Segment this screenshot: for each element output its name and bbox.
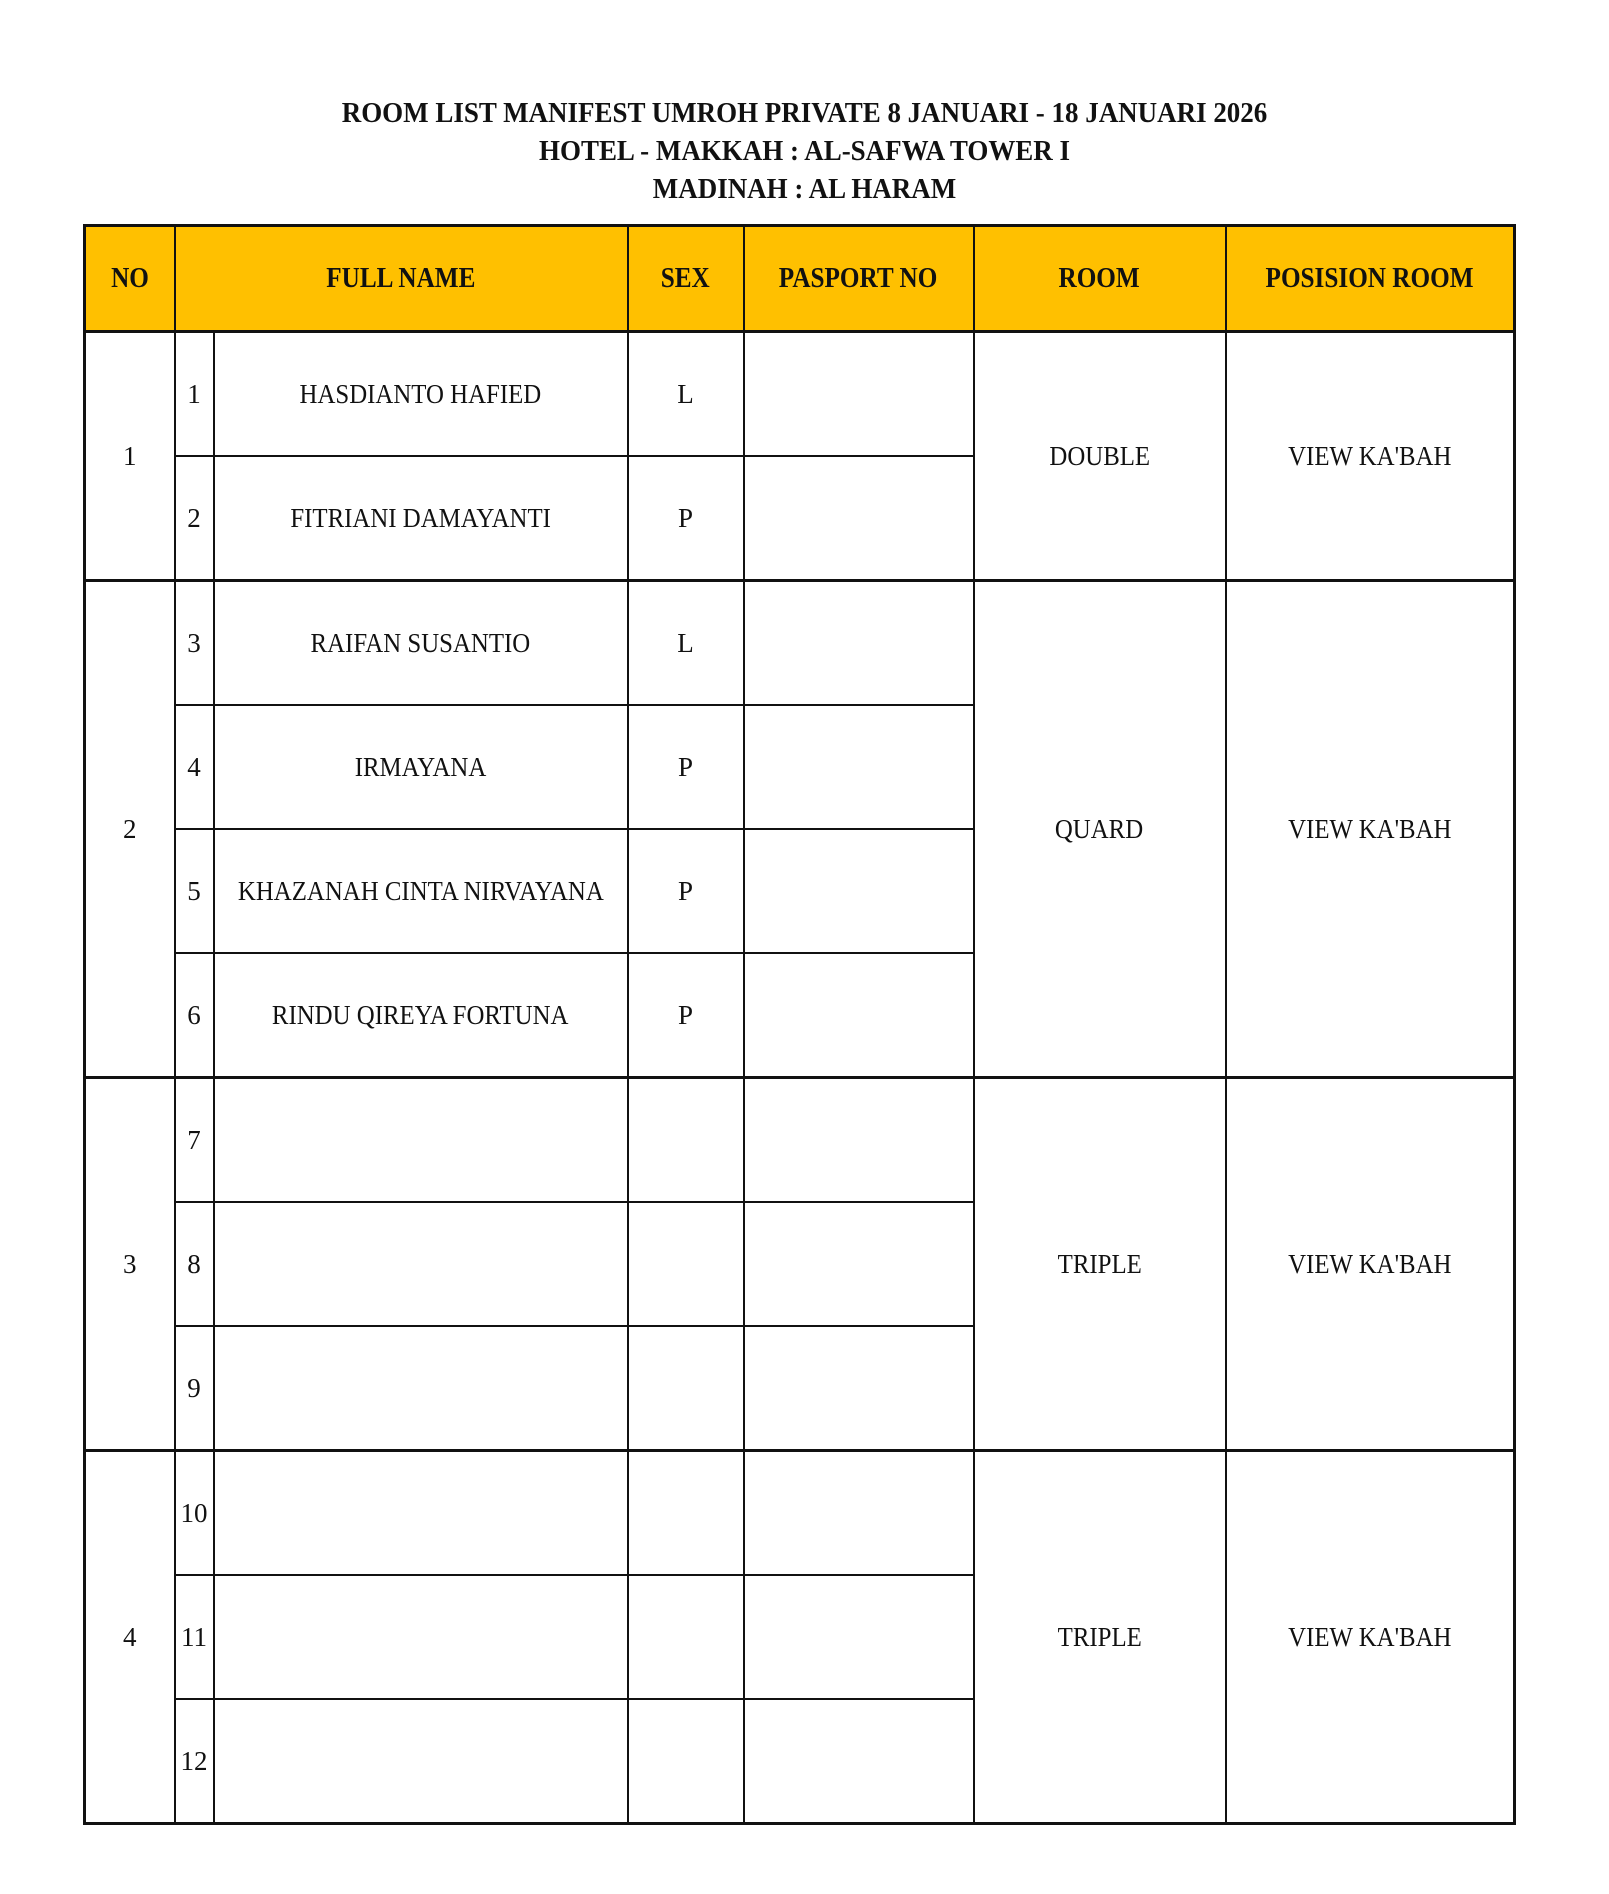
table-row [85,1078,1515,1203]
room-group-number: 3 [85,1078,175,1451]
room-group-number: 1 [85,332,175,581]
pilgrim-sex[interactable]: P [628,953,744,1078]
pilgrim-pasport-no[interactable] [744,1078,974,1203]
pilgrim-number: 4 [175,705,214,829]
pilgrim-sex[interactable] [628,1202,744,1326]
pilgrim-pasport-no[interactable] [744,456,974,581]
pilgrim-sex[interactable] [628,1326,744,1451]
pilgrim-name-cell[interactable] [214,1078,628,1203]
header-sex: SEX [628,226,744,332]
table-body [85,332,1515,1824]
pilgrim-number: 12 [175,1699,214,1824]
room-position: VIEW KA'BAH [1226,1078,1515,1451]
pilgrim-pasport-no[interactable] [744,1451,974,1576]
pilgrim-sex[interactable] [628,1078,744,1203]
header-full-name: FULL NAME [175,226,628,332]
pilgrim-sex[interactable]: P [628,829,744,953]
pilgrim-name-cell[interactable] [214,1575,628,1699]
pilgrim-pasport-no[interactable] [744,953,974,1078]
pilgrim-sex[interactable]: P [628,456,744,581]
table-row [85,581,1515,706]
pilgrim-name-cell[interactable] [214,1699,628,1824]
title-line-hotel-makkah: HOTEL - MAKKAH : AL-SAFWA TOWER I [538,135,1071,167]
pilgrim-name: KHAZANAH CINTA NIRVAYANA [237,875,604,906]
room-type: TRIPLE [974,1451,1226,1824]
header-row [85,226,1515,332]
header-room: ROOM [974,226,1226,332]
room-position: VIEW KA'BAH [1226,581,1515,1078]
table-row [85,1451,1515,1576]
pilgrim-number: 10 [175,1451,214,1576]
table-row [85,332,1515,457]
pilgrim-number: 7 [175,1078,214,1203]
header-posision-room: POSISION ROOM [1226,226,1515,332]
header-pasport-no: PASPORT NO [744,226,974,332]
pilgrim-name: FITRIANI DAMAYANTI [290,502,551,533]
pilgrim-sex[interactable]: L [628,581,744,706]
pilgrim-sex[interactable] [628,1575,744,1699]
header-no: NO [85,226,175,332]
pilgrim-name-cell[interactable] [214,705,628,829]
pilgrim-number: 1 [175,332,214,457]
room-group-number: 4 [85,1451,175,1824]
pilgrim-name: IRMAYANA [354,751,487,782]
pilgrim-pasport-no[interactable] [744,705,974,829]
room-group-number: 2 [85,581,175,1078]
pilgrim-pasport-no[interactable] [744,1326,974,1451]
pilgrim-sex[interactable]: P [628,705,744,829]
pilgrim-name: HASDIANTO HAFIED [299,378,542,409]
room-type: DOUBLE [974,332,1226,581]
pilgrim-name-cell[interactable] [214,953,628,1078]
pilgrim-name-cell[interactable] [214,332,628,457]
pilgrim-name: RINDU QIREYA FORTUNA [272,999,569,1030]
pilgrim-number: 9 [175,1326,214,1451]
table-header [85,226,1515,332]
room-position: VIEW KA'BAH [1226,332,1515,581]
pilgrim-name: RAIFAN SUSANTIO [310,627,531,658]
room-manifest-table [83,224,1516,1825]
title-line-main: ROOM LIST MANIFEST UMROH PRIVATE 8 JANUARI - 18 JANUARI 2026 [341,97,1268,129]
pilgrim-name-cell[interactable] [214,581,628,706]
pilgrim-pasport-no[interactable] [744,1202,974,1326]
pilgrim-pasport-no[interactable] [744,332,974,457]
pilgrim-sex[interactable] [628,1699,744,1824]
pilgrim-number: 5 [175,829,214,953]
pilgrim-pasport-no[interactable] [744,1699,974,1824]
document-title [0,94,1609,208]
title-line-madinah: MADINAH : AL HARAM [652,173,957,205]
pilgrim-number: 2 [175,456,214,581]
pilgrim-pasport-no[interactable] [744,829,974,953]
pilgrim-sex[interactable]: L [628,332,744,457]
pilgrim-number: 11 [175,1575,214,1699]
pilgrim-number: 6 [175,953,214,1078]
pilgrim-sex[interactable] [628,1451,744,1576]
pilgrim-number: 8 [175,1202,214,1326]
room-position: VIEW KA'BAH [1226,1451,1515,1824]
pilgrim-name-cell[interactable] [214,1202,628,1326]
pilgrim-name-cell[interactable] [214,1326,628,1451]
pilgrim-name-cell[interactable] [214,829,628,953]
room-type: TRIPLE [974,1078,1226,1451]
pilgrim-number: 3 [175,581,214,706]
pilgrim-name-cell[interactable] [214,1451,628,1576]
pilgrim-pasport-no[interactable] [744,1575,974,1699]
pilgrim-pasport-no[interactable] [744,581,974,706]
room-type: QUARD [974,581,1226,1078]
pilgrim-name-cell[interactable] [214,456,628,581]
